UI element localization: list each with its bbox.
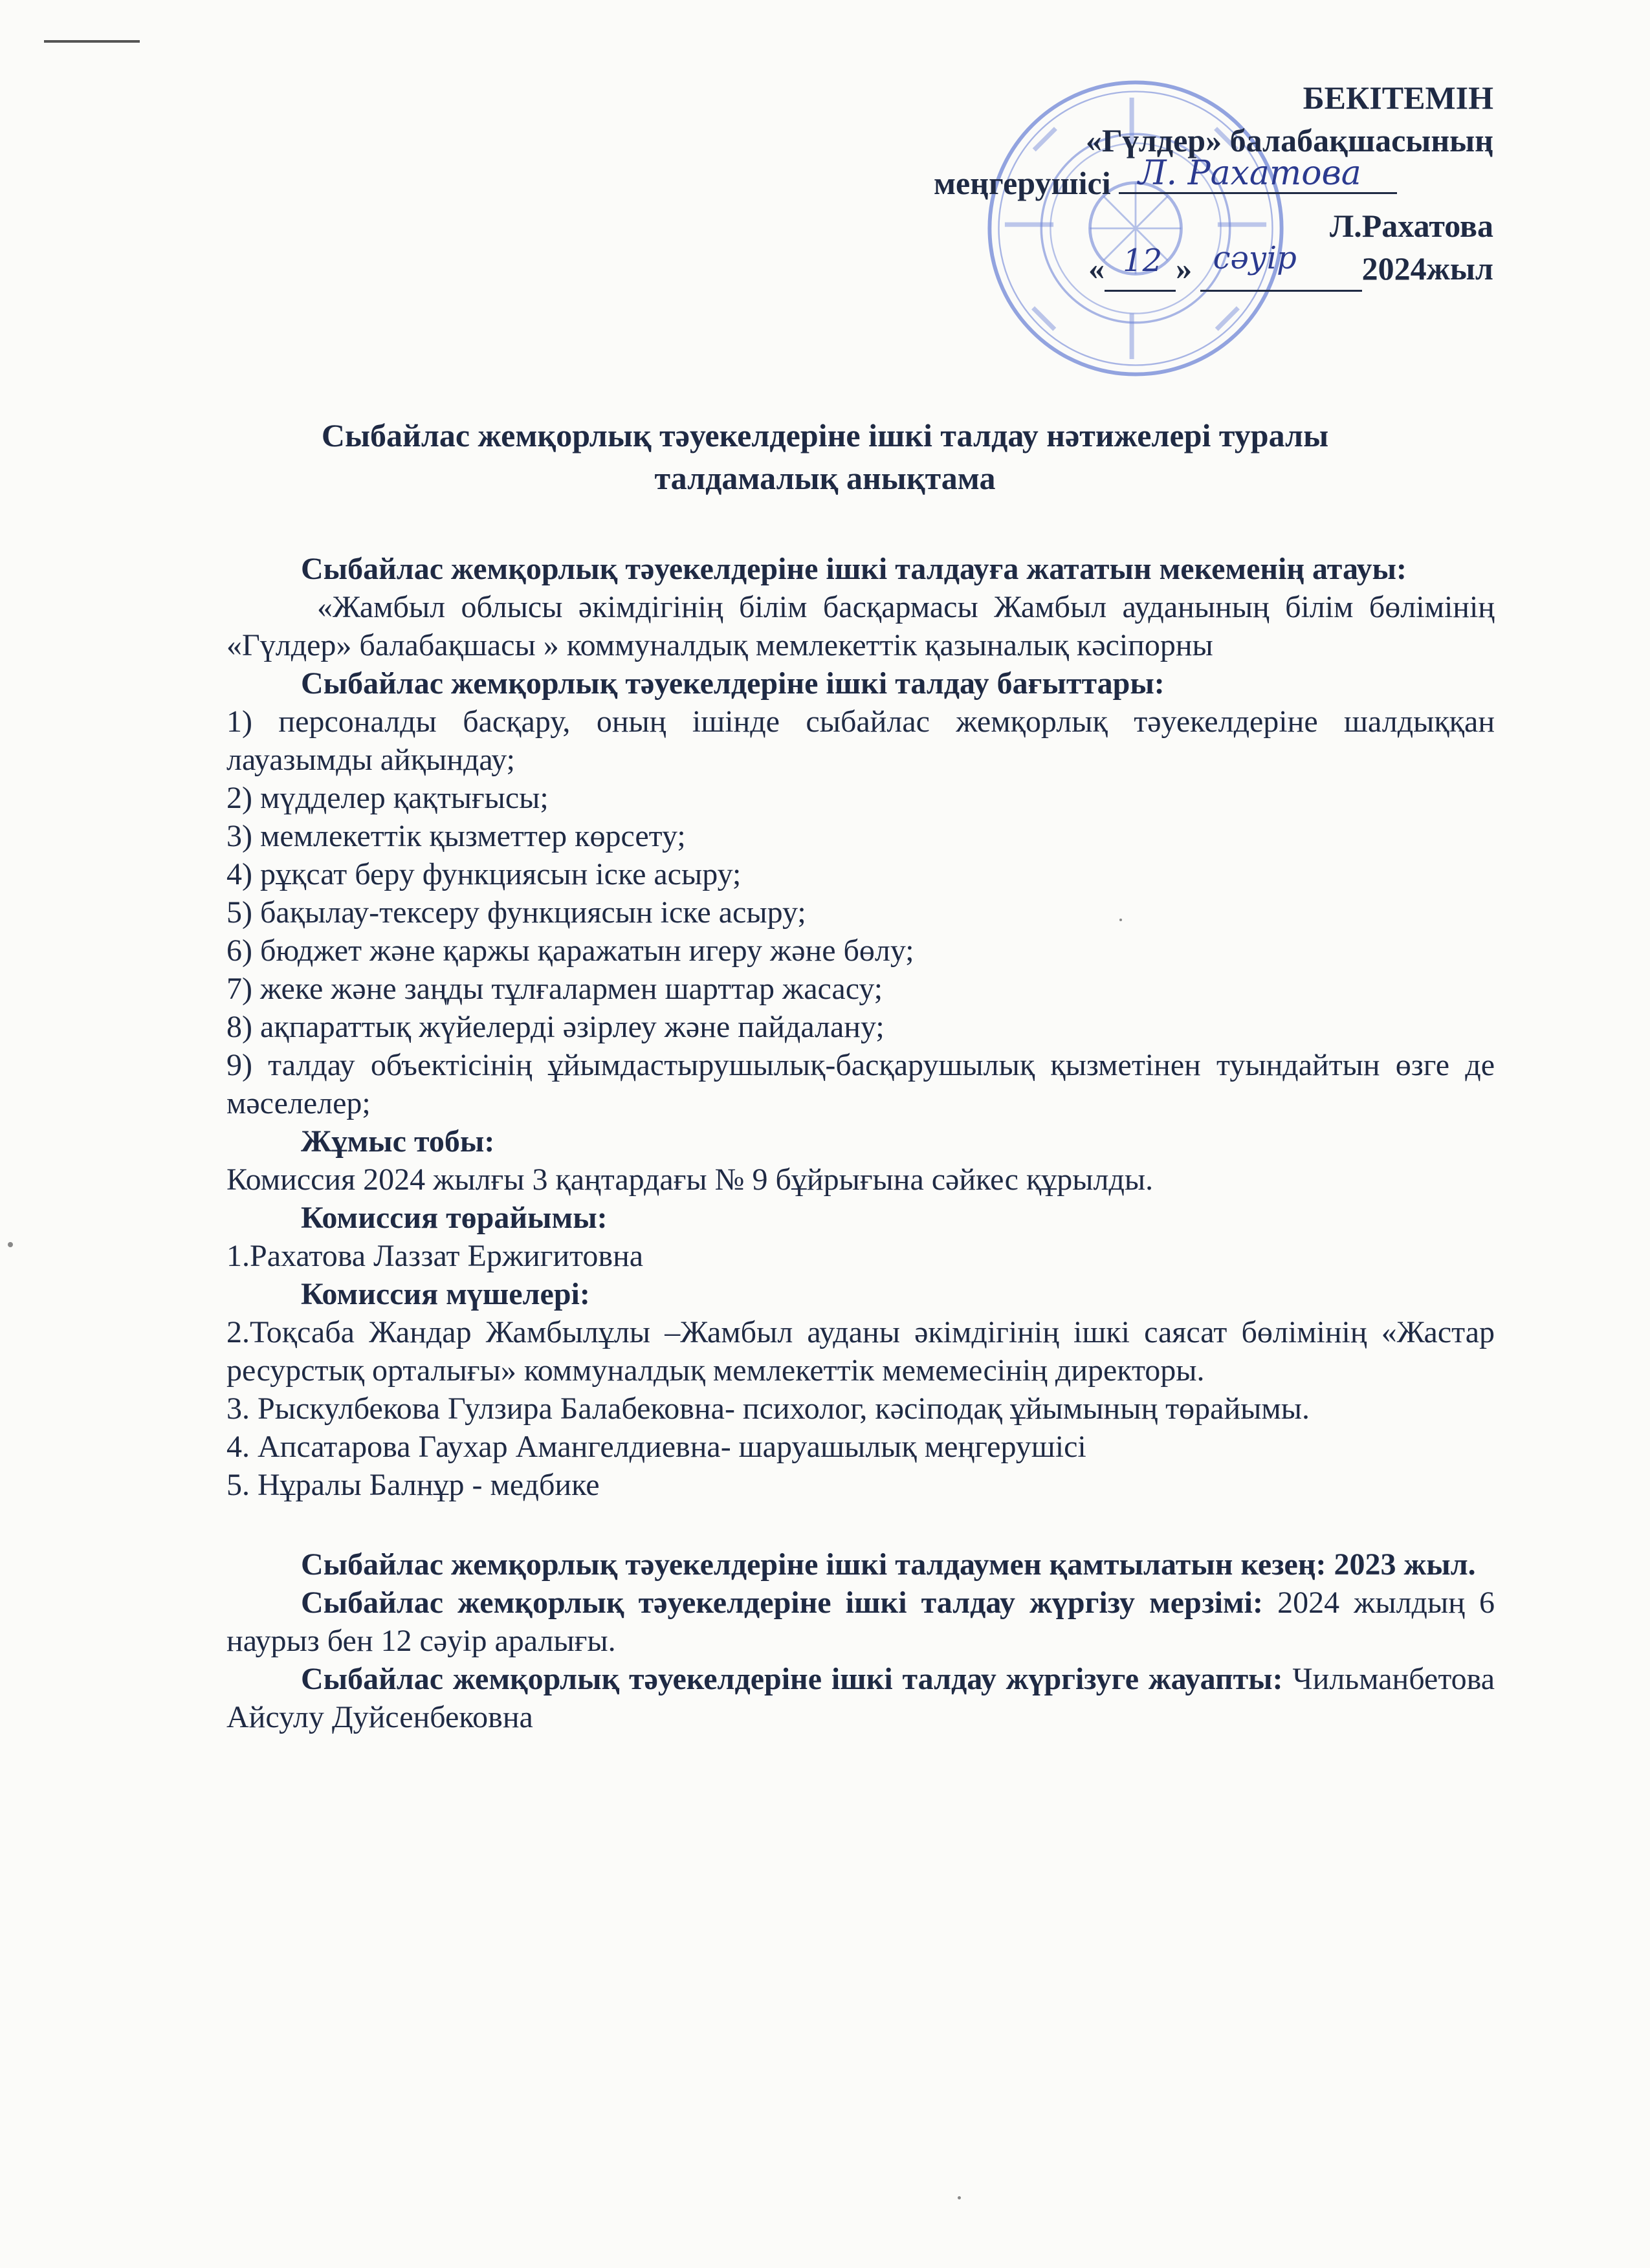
direction-item: 8) ақпараттық жүйелерді әзірлеу және пайдалану; [226,1010,885,1044]
workgroup-label: Жұмыс тобы: [301,1124,495,1159]
chair-label: Комиссия төрайымы: [301,1201,608,1235]
term-label: Сыбайлас жемқорлық тәуекелдеріне ішкі талдау жүргізу мерзімі: [301,1586,1263,1620]
approval-position-line [859,154,1493,204]
date-day-field [1105,243,1176,292]
member-item: 5. Нұралы Балнұр - медбике [226,1468,600,1502]
approval-name: Л.Рахатова [1329,208,1493,244]
workgroup-text: Комиссия 2024 жылғы 3 қаңтардағы № 9 бұйрығына сәйкес құрылды. [226,1162,1154,1197]
member-item: 2.Тоқсаба Жандар Жамбылұлы –Жамбыл ауданы әкімдігінің ішкі саясат бөлімінің «Жастар ресурстық орталығы» коммуналдық мемлекеттік мемемесінің директоры. [226,1315,1495,1388]
scan-speck [958,2196,961,2199]
directions-label: Сыбайлас жемқорлық тәуекелдеріне ішкі талдау бағыттары: [301,666,1165,701]
approval-kindergarten: «Гүлдер» балабақшасының [1085,122,1493,158]
document-title [194,414,1456,499]
members-label: Комиссия мүшелері: [301,1277,590,1311]
responsible-paragraph [226,1660,1495,1736]
section-gap [226,1504,1495,1545]
scan-edge-mark [44,40,140,43]
direction-item: 9) талдау объектісінің ұйымдастырушылық-басқарушылық қызметінен туындайтын өзге де мәселелер; [226,1048,1495,1120]
date-month-field [1200,240,1362,292]
member-item: 4. Апсатарова Гаухар Амангелдиевна- шаруашылық меңгерушісі [226,1430,1086,1464]
term-paragraph [226,1584,1495,1660]
direction-item: 3) мемлекеттік қызметтер көрсету; [226,819,686,853]
document-body [226,550,1495,1736]
direction-item: 2) мүдделер қақтығысы; [226,781,549,815]
direction-item: 5) бақылау-тексеру функциясын іске асыру; [226,895,806,930]
approval-block [859,76,1493,292]
chair-name: 1.Рахатова Лаззат Ержигитовна [226,1239,644,1273]
approval-date-line [859,240,1493,292]
direction-item: 7) жеке және заңды тұлғалармен шарттар жасасу; [226,972,883,1006]
direction-item: 4) рұқсат беру функциясын іске асыру; [226,857,742,891]
responsible-label: Сыбайлас жемқорлық тәуекелдеріне ішкі талдау жүргізуге жауапты: [301,1662,1283,1696]
date-open-quote: « [1088,250,1105,287]
direction-item: 1) персоналды басқару, оның ішінде сыбайлас жемқорлық тәуекелдеріне шалдыққан лауазымды айқындау; [226,704,1495,777]
org-label: Сыбайлас жемқорлық тәуекелдеріне ішкі талдауға жататын мекеменің атауы: [301,552,1407,586]
handwritten-signature: Л. Рахатова [1138,154,1361,193]
approval-year: 2024жыл [1361,250,1493,287]
handwritten-month: сәуір [1213,240,1297,276]
term-text: 2024 жылдың 6 наурыз бен 12 сәуір аралығы. [226,1586,1495,1658]
approval-position: меңгерушісі [934,165,1111,201]
handwritten-day: 12 [1123,243,1163,279]
scan-speck [8,1242,13,1247]
title-line-2: талдамалық анықтама [654,460,996,496]
date-close-quote: » [1176,250,1193,287]
title-line-1: Сыбайлас жемқорлық тәуекелдеріне ішкі талдау нәтижелері туралы [321,417,1329,453]
member-item: 3. Рыскулбекова Гулзира Балабековна- психолог, кәсіподақ ұйымының төрайымы. [226,1391,1310,1426]
approval-heading: БЕКІТЕМІН [1303,80,1493,116]
org-name: «Жамбыл облысы әкімдігінің білім басқармасы Жамбыл ауданының білім бөлімінің «Гүлдер» балабақшасы » коммуналдық мемлекеттік қазыналық кәсіпорны [226,590,1495,662]
signature-line [1119,154,1397,194]
direction-item: 6) бюджет және қаржы қаражатын игеру және бөлу; [226,933,914,968]
responsible-name: Чильманбетова Айсулу Дуйсенбековна [226,1662,1495,1734]
scan-speck [1119,919,1122,921]
period-label: Сыбайлас жемқорлық тәуекелдеріне ішкі талдаумен қамтылатын кезең: 2023 жыл. [301,1547,1476,1582]
